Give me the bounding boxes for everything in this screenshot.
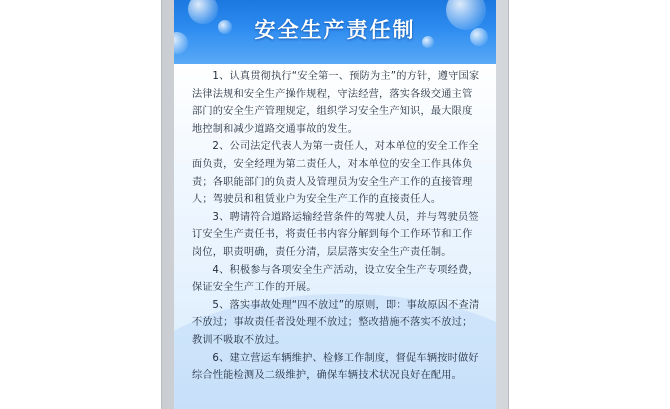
poster-content [192, 68, 480, 385]
poster-header [174, 0, 496, 64]
clause-4: 4、积极参与各项安全生产活动，设立安全生产专项经费，保证安全生产工作的开展。 [192, 264, 479, 294]
poster-body [174, 64, 496, 409]
safety-poster [174, 0, 496, 409]
poster-title: 安全生产责任制 [254, 18, 416, 42]
clause-5: 5、落实事故处理“四不放过”的原则，即：事故原因不查清不放过；事故责任者没处理不放过；整改措施不落实不放过；教训不吸取不放过。 [192, 299, 480, 346]
clause-2: 2、公司法定代表人为第一责任人，对本单位的安全工作全面负责，安全经理为第二责任人，对本单位的安全工作具体负责；各职能部门的负责人及管理员为安全生产工作的直接管理人；驾驶员和租赁业户为安全生产工作的直接责任人。 [192, 141, 479, 206]
clause-1: 1、认真贯彻执行“安全第一、预防为主”的方针，遵守国家法律法规和安全生产操作规程，守法经营，落实各级交通主管部门的安全生产管理规定，组织学习安全生产知识，最大限度地控制和减少道路交通事故的发生。 [192, 71, 480, 135]
clause-3: 3、聘请符合道路运输经营条件的驾驶人员，并与驾驶员签订安全生产责任书，将责任书内容分解到每个工作环节和工作岗位，职责明确，责任分清，层层落实安全生产责任制。 [192, 211, 479, 258]
clause-6: 6、建立营运车辆维护、检修工作制度，督促车辆按时做好综合性能检测及二级维护，确保车辆技术状况良好在配用。 [192, 352, 479, 382]
